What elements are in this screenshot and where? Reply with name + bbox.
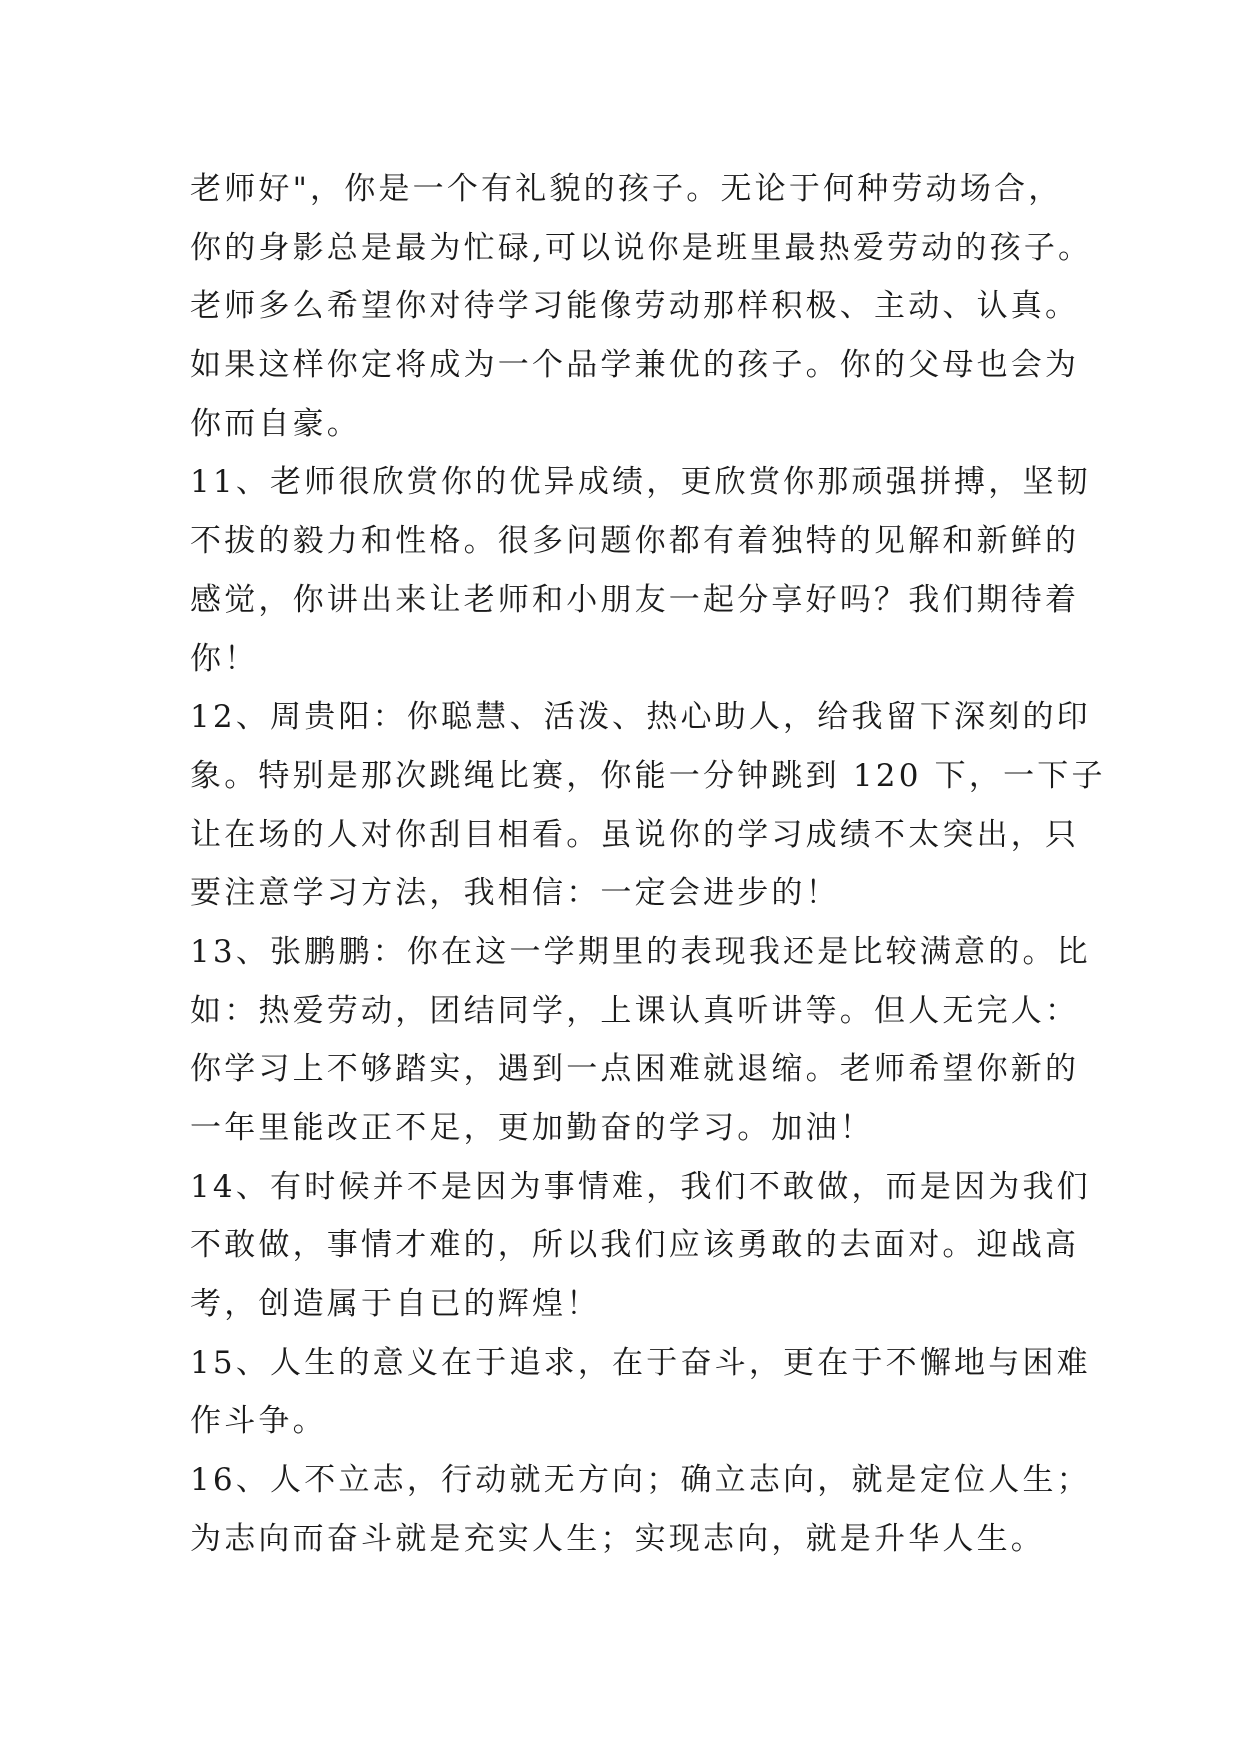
text-line: 让在场的人对你刮目相看。虽说你的学习成绩不太突出，只 bbox=[190, 816, 1080, 853]
text-line: 为志向而奋斗就是充实人生；实现志向，就是升华人生。 bbox=[190, 1520, 1045, 1557]
document-body bbox=[190, 160, 1106, 1569]
text-line: 老师多么希望你对待学习能像劳动那样积极、主动、认真。 bbox=[190, 288, 1080, 325]
text-line: 如果这样你定将成为一个品学兼优的孩子。你的父母也会为 bbox=[190, 347, 1080, 384]
text-line: 不敢做，事情才难的，所以我们应该勇敢的去面对。迎战高 bbox=[190, 1227, 1080, 1264]
text-line: 考，创造属于自已的辉煌！ bbox=[190, 1286, 601, 1323]
text-line: 你的身影总是最为忙碌,可以说你是班里最热爱劳动的孩子。 bbox=[190, 229, 1093, 266]
text-line: 13、张鹏鹏：你在这一学期里的表现我还是比较满意的。比 bbox=[190, 933, 1091, 970]
text-line: 12、周贵阳：你聪慧、活泼、热心助人，给我留下深刻的印 bbox=[190, 699, 1091, 736]
text-line: 15、人生的意义在于追求，在于奋斗，更在于不懈地与困难 bbox=[190, 1344, 1091, 1381]
text-line: 你！ bbox=[190, 640, 259, 677]
text-line: 你学习上不够踏实，遇到一点困难就退缩。老师希望你新的 bbox=[190, 1051, 1080, 1088]
text-line: 一年里能改正不足，更加勤奋的学习。加油！ bbox=[190, 1110, 874, 1146]
text-line: 作斗争。 bbox=[190, 1403, 327, 1440]
text-line: 16、人不立志，行动就无方向；确立志向，就是定位人生； bbox=[190, 1462, 1091, 1499]
text-line: 你而自豪。 bbox=[190, 405, 361, 442]
text-line: 14、有时候并不是因为事情难，我们不敢做，而是因为我们 bbox=[190, 1168, 1091, 1205]
text-line: 要注意学习方法，我相信：一定会进步的！ bbox=[190, 875, 840, 912]
text-line: 11、老师很欣赏你的优异成绩，更欣赏你那顽强拼搏，坚韧 bbox=[190, 464, 1091, 501]
text-line: 不拔的毅力和性格。很多问题你都有着独特的见解和新鲜的 bbox=[190, 523, 1080, 560]
text-line: 感觉，你讲出来让老师和小朋友一起分享好吗？我们期待着 bbox=[190, 581, 1080, 618]
text-line: 老师好"，你是一个有礼貌的孩子。无论于何种劳动场合， bbox=[190, 171, 1063, 207]
text-line: 象。特别是那次跳绳比赛，你能一分钟跳到 120 下，一下子 bbox=[190, 757, 1106, 794]
text-line: 如：热爱劳动，团结同学，上课认真听讲等。但人无完人： bbox=[190, 992, 1080, 1029]
